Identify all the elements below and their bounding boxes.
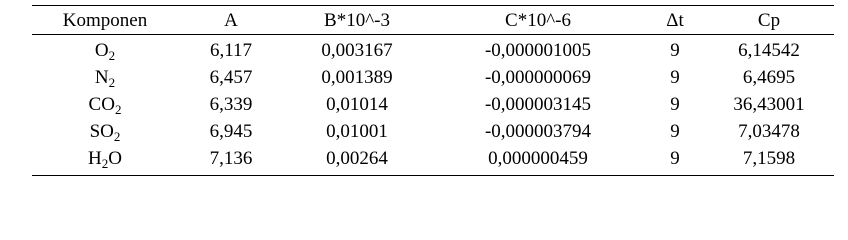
cell-cp: 36,43001: [733, 94, 805, 115]
formula-suffix: O: [108, 148, 122, 169]
cell-b: 0,01014: [326, 94, 388, 115]
cell-b: 0,00264: [326, 148, 388, 169]
header-cp: Cp: [757, 9, 781, 31]
cell-komponen: [32, 64, 178, 91]
formula-base: H: [88, 148, 102, 169]
cell-a: 6,117: [209, 40, 253, 61]
header-a: A: [224, 9, 238, 31]
cell-b: 0,001389: [321, 67, 393, 88]
heat-capacity-table: [32, 5, 834, 176]
header-b: B*10^-3: [324, 9, 390, 31]
cell-delta-t: 9: [670, 94, 680, 115]
cell-komponen: [32, 35, 178, 65]
formula-base: CO: [88, 94, 115, 115]
cell-b: 0,01001: [326, 121, 388, 142]
cell-komponen: [32, 145, 178, 176]
cell-a: 7,136: [209, 148, 253, 169]
cell-delta-t: 9: [670, 121, 680, 142]
table-row: [32, 91, 834, 118]
cell-delta-t: 9: [670, 67, 680, 88]
cell-c: -0,000003145: [484, 94, 592, 115]
table-row: [32, 35, 834, 65]
cell-c: 0,000000459: [488, 148, 588, 169]
table-row: [32, 145, 834, 176]
formula-base: SO: [89, 121, 114, 142]
formula-subscript: 2: [108, 48, 116, 63]
cell-delta-t: 9: [670, 148, 680, 169]
cell-komponen: [32, 118, 178, 145]
table-header-row: [32, 6, 834, 35]
cell-c: -0,000001005: [484, 40, 592, 61]
table-row: [32, 118, 834, 145]
formula-subscript: 2: [101, 156, 109, 171]
table-row: [32, 64, 834, 91]
header-delta-t: Δt: [666, 9, 684, 31]
formula-subscript: 2: [113, 129, 121, 144]
cell-a: 6,945: [209, 121, 253, 142]
formula-base: N: [94, 67, 109, 88]
cell-a: 6,457: [209, 67, 253, 88]
header-komponen: Komponen: [62, 9, 148, 31]
cell-c: -0,000003794: [484, 121, 592, 142]
cell-c: -0,000000069: [484, 67, 592, 88]
cell-cp: 7,03478: [738, 121, 800, 142]
cell-komponen: [32, 91, 178, 118]
cell-cp: 6,4695: [742, 67, 796, 88]
cell-cp: 7,1598: [742, 148, 796, 169]
formula-base: O: [94, 40, 109, 61]
data-table-container: [32, 5, 834, 176]
header-c: C*10^-6: [505, 9, 571, 31]
formula-subscript: 2: [114, 102, 122, 117]
cell-a: 6,339: [209, 94, 253, 115]
formula-subscript: 2: [108, 75, 116, 90]
cell-cp: 6,14542: [738, 40, 800, 61]
cell-delta-t: 9: [670, 40, 680, 61]
cell-b: 0,003167: [321, 40, 393, 61]
